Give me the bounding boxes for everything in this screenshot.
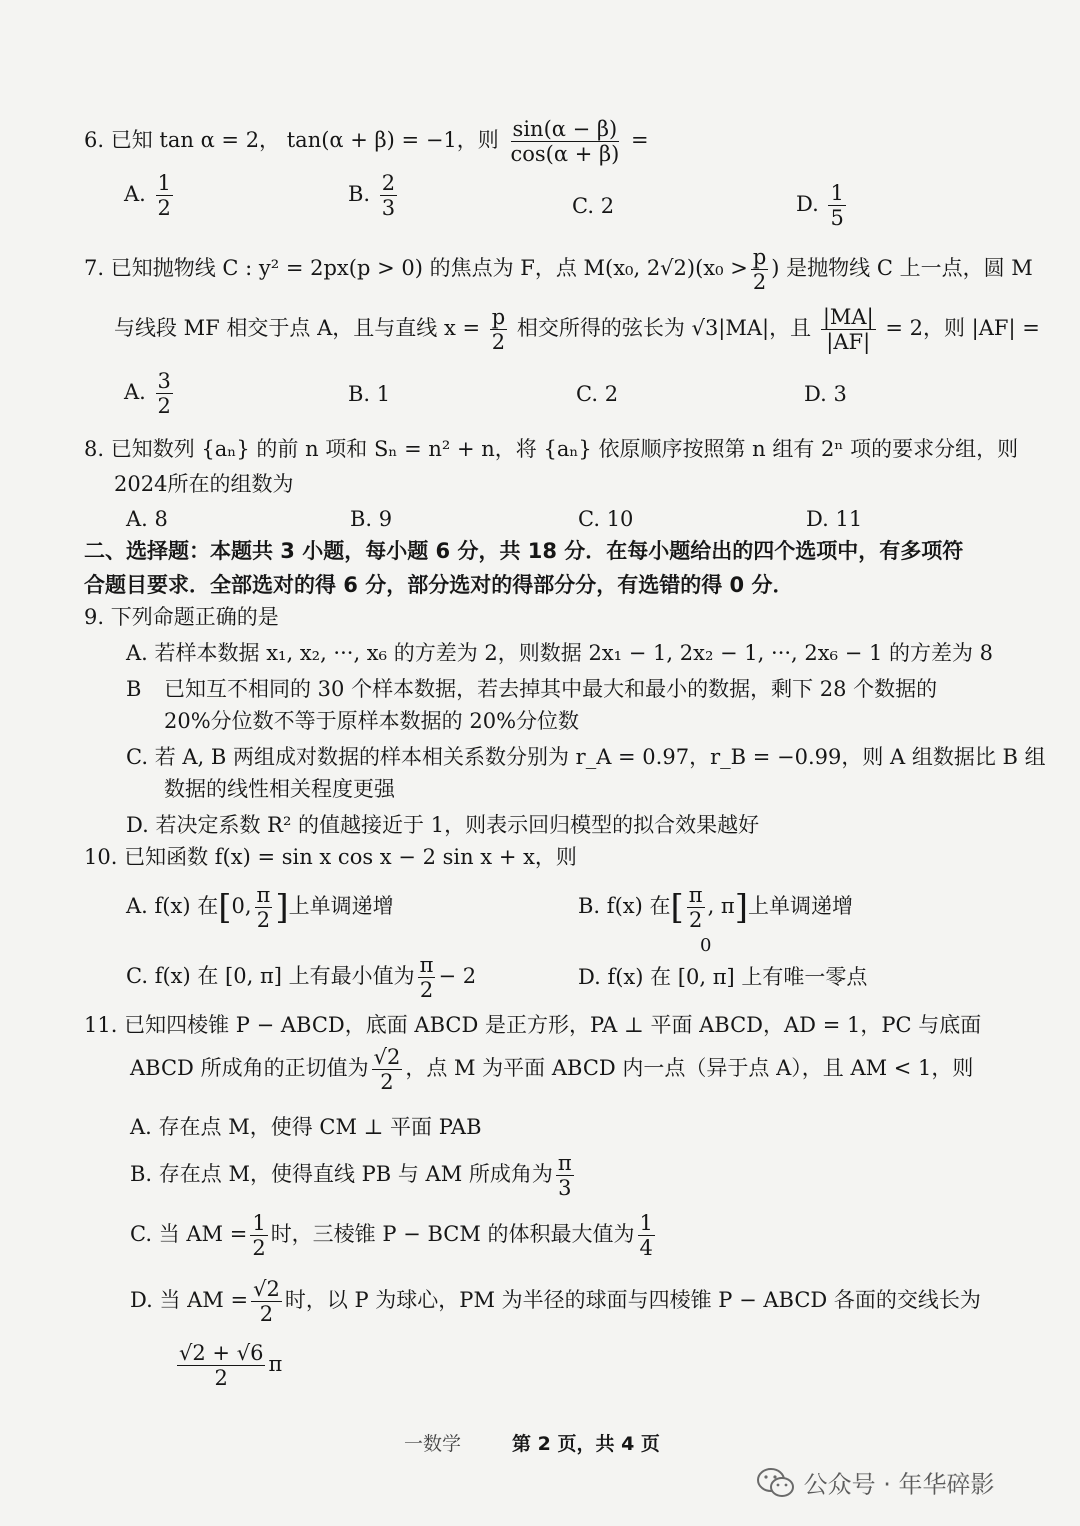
q6-expression: $\frac{\sin(\alpha - \beta)}{\cos(\alpha + \beta)}$	[510, 117, 620, 167]
q8-line2: 2024所在的组数为	[114, 472, 294, 496]
q6-option-b: B. $\frac{2}{3}$	[348, 171, 396, 221]
watermark-text: 公众号 · 年华碎影	[803, 1470, 995, 1499]
q8-option-d: D. 11	[806, 507, 863, 531]
watermark	[756, 1466, 995, 1505]
q8-line1: 8. 已知数列 {aₙ} 的前 n 项和 Sₙ = n² + n，将 {aₙ} 依原顺序按照第 n 组有 2ⁿ 项的要求分组，则	[84, 437, 1019, 461]
q11-option-d-answer: $\frac{√2 + √6}{2}$ π	[179, 1341, 283, 1391]
q9-option-b-label: B	[126, 677, 142, 701]
q11-option-b: B. 存在点 M，使得直线 PB 与 AM 所成角为 $\frac{\pi}{3}$	[130, 1151, 572, 1201]
q6-stem: 6. 已知 tan α = 2， tan(α + β) = −1，则 $\frac{\sin(\alpha - \beta)}{\cos(\alpha + \beta)}$ =	[84, 117, 649, 167]
q11-option-a: A. 存在点 M，使得 CM ⊥ 平面 PAB	[130, 1115, 482, 1139]
q10-stem: 10. 已知函数 f(x) = sin x cos x − 2 sin x + x，则	[84, 845, 577, 869]
q10-option-d: D. f(x) 在 [0, π] 上有唯一零点	[578, 965, 868, 989]
q11-option-d: D. 当 AM = $\frac{√2}{2}$ 时，以 P 为球心，PM 为半径的球面与四棱锥 P − ABCD 各面的交线长为	[130, 1277, 981, 1327]
q9-option-c-line2: 数据的线性相关程度更强	[164, 777, 395, 801]
q7-option-a: A. $\frac{3}{2}$	[124, 369, 171, 419]
q7-line2: 与线段 MF 相交于点 A，且与直线 x = $\frac{p}{2}$ 相交所得的弦长为 √3|MA|，且 $\frac{|MA|}{|AF|}$ = 2，则 |AF| =	[114, 305, 1040, 355]
q9-option-d: D. 若决定系数 R² 的值越接近于 1，则表示回归模型的拟合效果越好	[126, 813, 760, 837]
wechat-icon	[756, 1466, 796, 1505]
footer-page-number: 第 2 页，共 4 页	[512, 1433, 660, 1455]
q11-option-c: C. 当 AM = $\frac{1}{2}$ 时，三棱锥 P − BCM 的体积最大值为 $\frac{1}{4}$	[130, 1211, 653, 1261]
q6-intro: 已知 tan α = 2， tan(α + β) = −1，则	[110, 128, 499, 153]
q7-option-d: D. 3	[804, 382, 847, 406]
q7-line1: 7. 已知抛物线 C : y² = 2px(p > 0) 的焦点为 F，点 M(x₀, 2√2)(x₀ > $\frac{p}{2}$ ) 是抛物线 C 上一点，圆 M	[84, 245, 1033, 295]
q6-option-c: C. 2	[572, 194, 615, 218]
q10-option-b: B. f(x) 在[ $\frac{\pi}{2}$ , π]上单调递增	[578, 883, 853, 933]
section2-heading-line2: 合题目要求．全部选对的得 6 分，部分选对的得部分分，有选错的得 0 分．	[84, 573, 794, 597]
q7-option-c: C. 2	[576, 382, 619, 406]
q11-line2: ABCD 所成角的正切值为 $\frac{√2}{2}$ ，点 M 为平面 ABCD 内一点（异于点 A），且 AM < 1，则	[130, 1045, 974, 1095]
q10-option-c: C. f(x) 在 [0, π] 上有最小值为 $\frac{\pi}{2}$ − 2	[126, 953, 477, 1003]
q10-option-b-stray-mark: 0	[700, 935, 712, 956]
q9-stem: 9. 下列命题正确的是	[84, 605, 279, 629]
q10-option-a: A. f(x) 在[0, $\frac{\pi}{2}$ ]上单调递增	[126, 883, 394, 933]
q8-option-c: C. 10	[578, 507, 634, 531]
section2-heading-line1: 二、选择题：本题共 3 小题，每小题 6 分，共 18 分．在每小题给出的四个选项中，有多项符	[84, 539, 964, 563]
q9-option-b-line2: 20%分位数不等于原样本数据的 20%分位数	[164, 709, 580, 733]
q9-option-a: A. 若样本数据 x₁, x₂, ···, x₆ 的方差为 2，则数据 2x₁ − 1, 2x₂ − 1, ···, 2x₆ − 1 的方差为 8	[126, 641, 994, 665]
q6-option-a: A. $\frac{1}{2}$	[124, 171, 171, 221]
q6-number: 6.	[84, 128, 105, 153]
q9-option-b-line1: 已知互不相同的 30 个样本数据，若去掉其中最大和最小的数据，剩下 28 个数据的	[164, 677, 938, 701]
q8-option-b: B. 9	[350, 507, 393, 531]
q11-line1: 11. 已知四棱锥 P − ABCD，底面 ABCD 是正方形，PA ⊥ 平面 ABCD，AD = 1，PC 与底面	[84, 1013, 982, 1037]
q9-option-c-line1: C. 若 A, B 两组成对数据的样本相关系数分别为 r_A = 0.97，r_B = −0.99，则 A 组数据比 B 组	[126, 745, 1046, 769]
q6-option-d: D. $\frac{1}{5}$	[796, 181, 844, 231]
q7-option-b: B. 1	[348, 382, 391, 406]
q8-option-a: A. 8	[126, 507, 168, 531]
footer-subject: 一数学	[404, 1433, 462, 1455]
